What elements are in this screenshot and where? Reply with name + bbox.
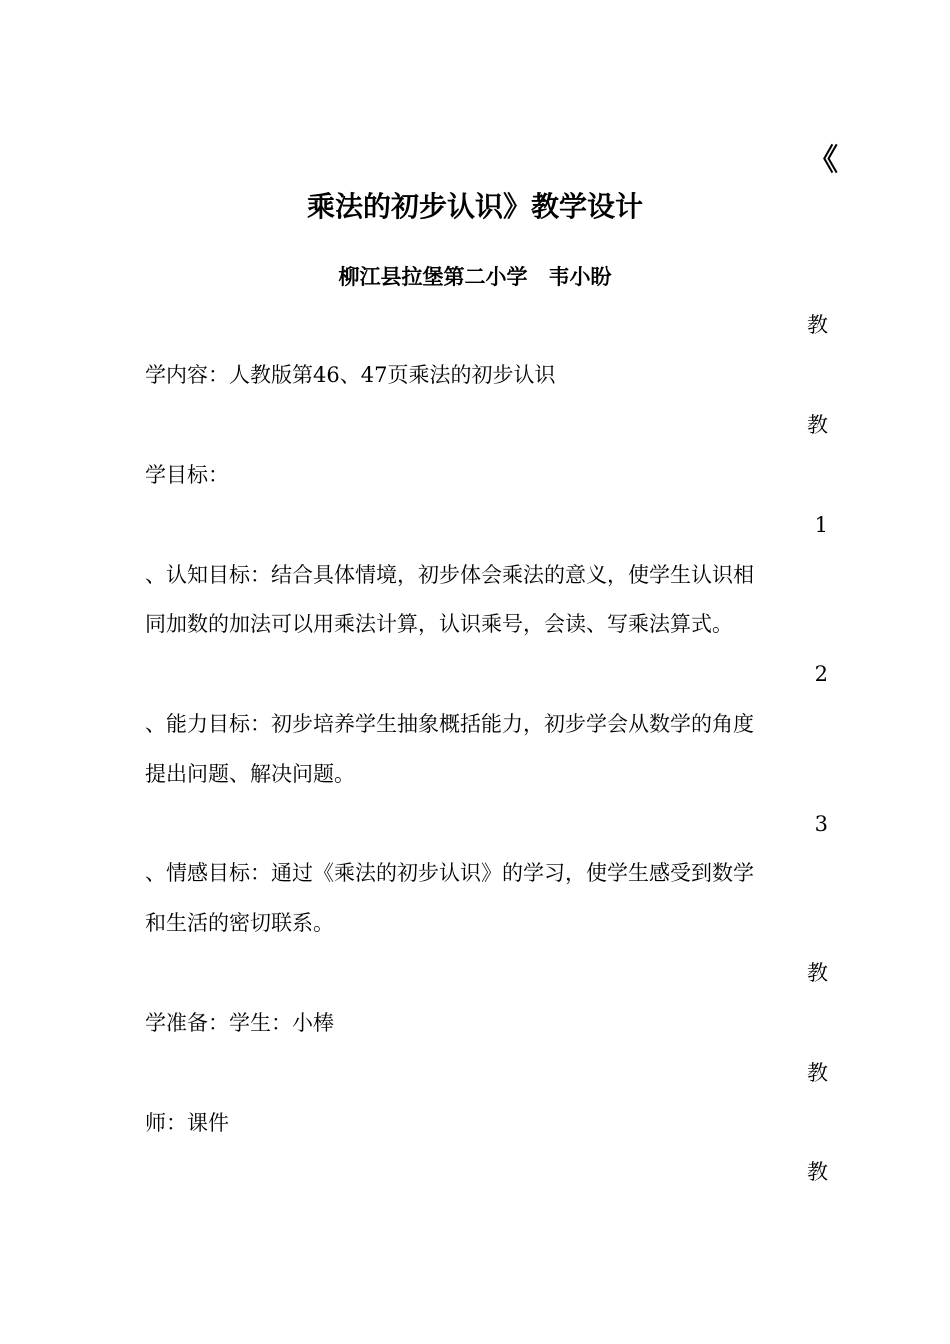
text-line: 和生活的密切联系。 — [145, 911, 334, 935]
text-line: 、认知目标：结合具体情境，初步体会乘法的意义，使学生认识相 — [145, 563, 754, 587]
text-line: 、情感目标：通过《乘法的初步认识》的学习，使学生感受到数学 — [145, 861, 754, 885]
text-line: 教 — [807, 313, 828, 337]
text-line: 、能力目标：初步培养学生抽象概括能力，初步学会从数学的角度 — [145, 712, 754, 736]
title-open-bracket: 《 — [808, 143, 838, 178]
text-line: 学目标： — [145, 463, 229, 487]
text-line: 同加数的加法可以用乘法计算，认识乘号，会读、写乘法算式。 — [145, 612, 733, 636]
text-line: 1 — [814, 513, 828, 537]
text-line: 教 — [807, 413, 828, 437]
document-title: 乘法的初步认识》教学设计 — [306, 190, 643, 223]
text-line: 2 — [814, 662, 828, 686]
document-author: 柳江县拉堡第二小学 韦小盼 — [338, 265, 612, 289]
text-line: 教 — [807, 1160, 828, 1184]
text-line: 教 — [807, 1061, 828, 1085]
text-line: 学内容：人教版第46、47页乘法的初步认识 — [145, 363, 556, 387]
text-line: 提出问题、解决问题。 — [145, 762, 355, 786]
text-line: 教 — [807, 961, 828, 985]
text-line: 师：课件 — [145, 1111, 229, 1135]
text-line: 学准备：学生：小棒 — [145, 1011, 334, 1035]
text-line: 3 — [814, 812, 828, 836]
